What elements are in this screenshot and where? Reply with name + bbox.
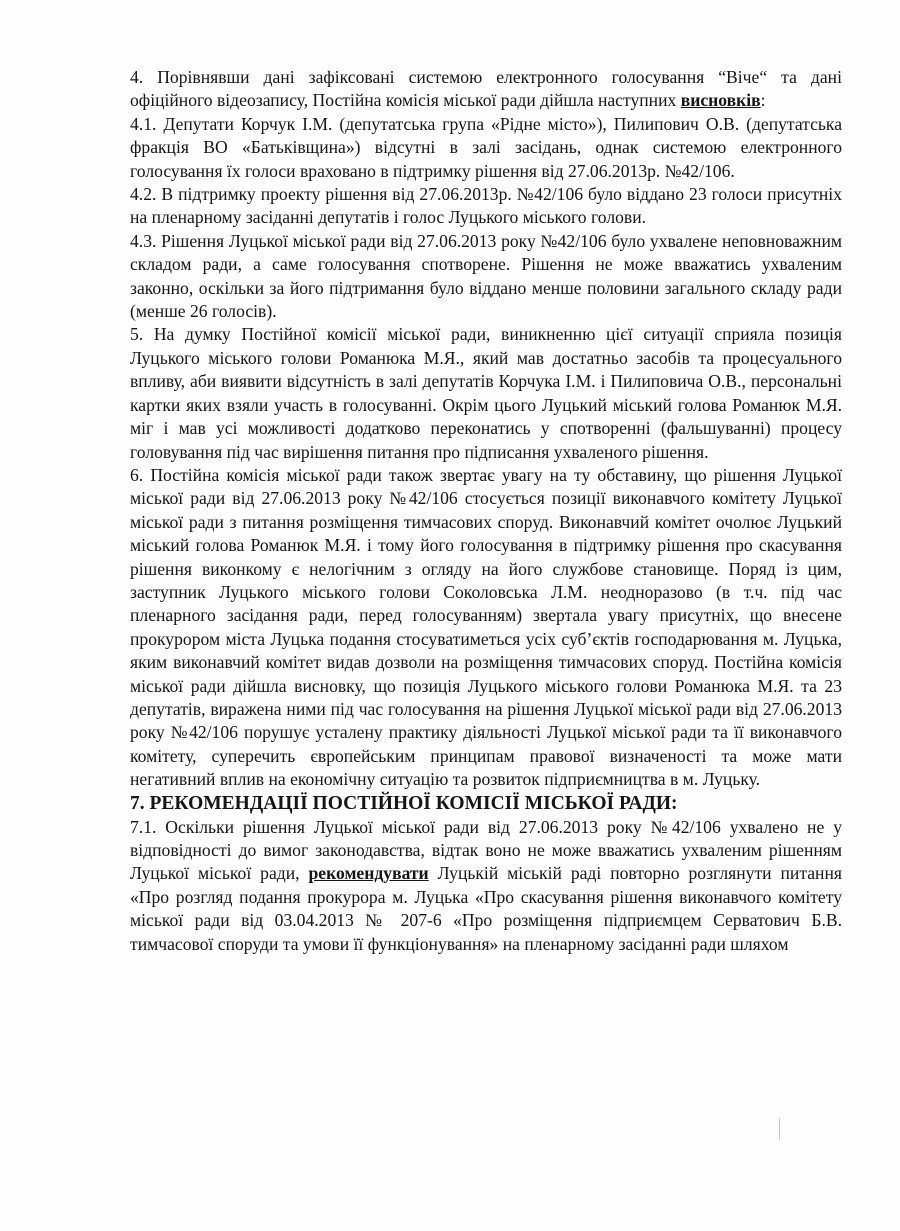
conclusions-keyword: висновків — [680, 90, 761, 111]
section-7-heading: 7. РЕКОМЕНДАЦІЇ ПОСТІЙНОЇ КОМІСІЇ МІСЬКОЇ РАДИ: — [130, 792, 678, 814]
paragraph-4 — [130, 66, 842, 113]
paragraph-6: 6. Постійна комісія міської ради також звертає увагу на ту обставину, що рішення Луцької міської ради від 27.06.2013 року №42/106 стосується позиції виконавчого комітету Луцької міської ради з питання розміщення тимчасових споруд. Виконавчий комітет очолює Луцький міський голова Романюк М.Я. і тому його голосування в підтримку рішення про скасування рішення виконкому є нелогічним з огляду на його службове становище. Поряд із цим, заступник Луцького міського голови Соколовська Л.М. неодноразово (в т.ч. під час пленарного засідання ради, перед голосуванням) звертала увагу присутніх, що внесене прокурором міста Луцька подання стосуватиметься усіх суб’єктів господарювання м. Луцька, яким виконавчий комітет видав дозволи на розміщення тимчасових споруд. Постійна комісія міської ради дійшла висновку, що позиція Луцького міського голови Романюка М.Я. та 23 депутатів, виражена ними під час голосування на рішення Луцької міської ради від 27.06.2013 року №42/106 порушує усталену практику діяльності Луцької міської ради та її виконавчого комітету, суперечить європейським принципам правової визначеності та може мати негативний вплив на економічну ситуацію та розвиток підприємництва в м. Луцьку. — [130, 464, 842, 790]
paragraph-7-1-tail: Луцькій міській раді повторно розглянути питання «Про розгляд подання прокурора м. Луцька «Про скасування рішення виконавчого комітету міської ради від 03.04.2013 № 207-6 «Про розміщення підприємцем Серватович Б.В. тимчасової споруди та умови її функціонування» на пленарному засіданні ради шляхом — [130, 863, 842, 954]
paragraph-4-2: 4.2. В підтримку проекту рішення від 27.06.2013р. №42/106 було віддано 23 голоси присутніх на пленарному засіданні депутатів і голос Луцького міського голови. — [130, 184, 842, 228]
paragraph-4-text: 4. Порівнявши дані зафіксовані системою електронного голосування “Віче“ та дані офіційного відеозапису, Постійна комісія міської ради дійшла наступних — [130, 67, 842, 111]
scan-mark — [779, 1118, 780, 1140]
paragraph-5: 5. На думку Постійної комісії міської ради, виникненню цієї ситуації сприяла позиція Луцького міського голови Романюка М.Я., який мав достатньо засобів та процесуального впливу, аби виявити відсутність в залі депутатів Корчука І.М. і Пилиповича О.В., персональні картки яких взяли участь в голосуванні. Окрім цього Луцький міський голова Романюк М.Я. міг і мав усі можливості додатково переконатись у спотворенні (фальшуванні) процесу головування під час вирішення питання про підписання ухваленого рішення. — [130, 324, 842, 462]
document-body — [130, 66, 842, 956]
paragraph-4-3: 4.3. Рішення Луцької міської ради від 27.06.2013 року №42/106 було ухвалене неповноважним складом ради, а саме голосування спотворене. Рішення не може вважатись ухваленим законно, оскільки за його підтримання було віддано менше половини загального складу ради (менше 26 голосів). — [130, 230, 842, 322]
paragraph-7-1 — [130, 816, 842, 956]
paragraph-4-1: 4.1. Депутати Корчук І.М. (депутатська група «Рідне місто»), Пилипович О.В. (депутатська фракція ВО «Батьківщина») відсутні в залі засідань, однак системою електронного голосування їх голоси враховано в підтримку рішення від 27.06.2013р. №42/106. — [130, 113, 842, 181]
paragraph-7-1-text: 7.1. Оскільки рішення Луцької міської ради від 27.06.2013 року №42/106 ухвалено не у відповідності до вимог законодавства, відтак воно не може вважатись ухваленим рішенням Луцької міської ради, — [130, 816, 842, 884]
recommend-keyword: рекомендувати — [308, 863, 429, 884]
paragraph-4-tail: : — [760, 90, 766, 111]
